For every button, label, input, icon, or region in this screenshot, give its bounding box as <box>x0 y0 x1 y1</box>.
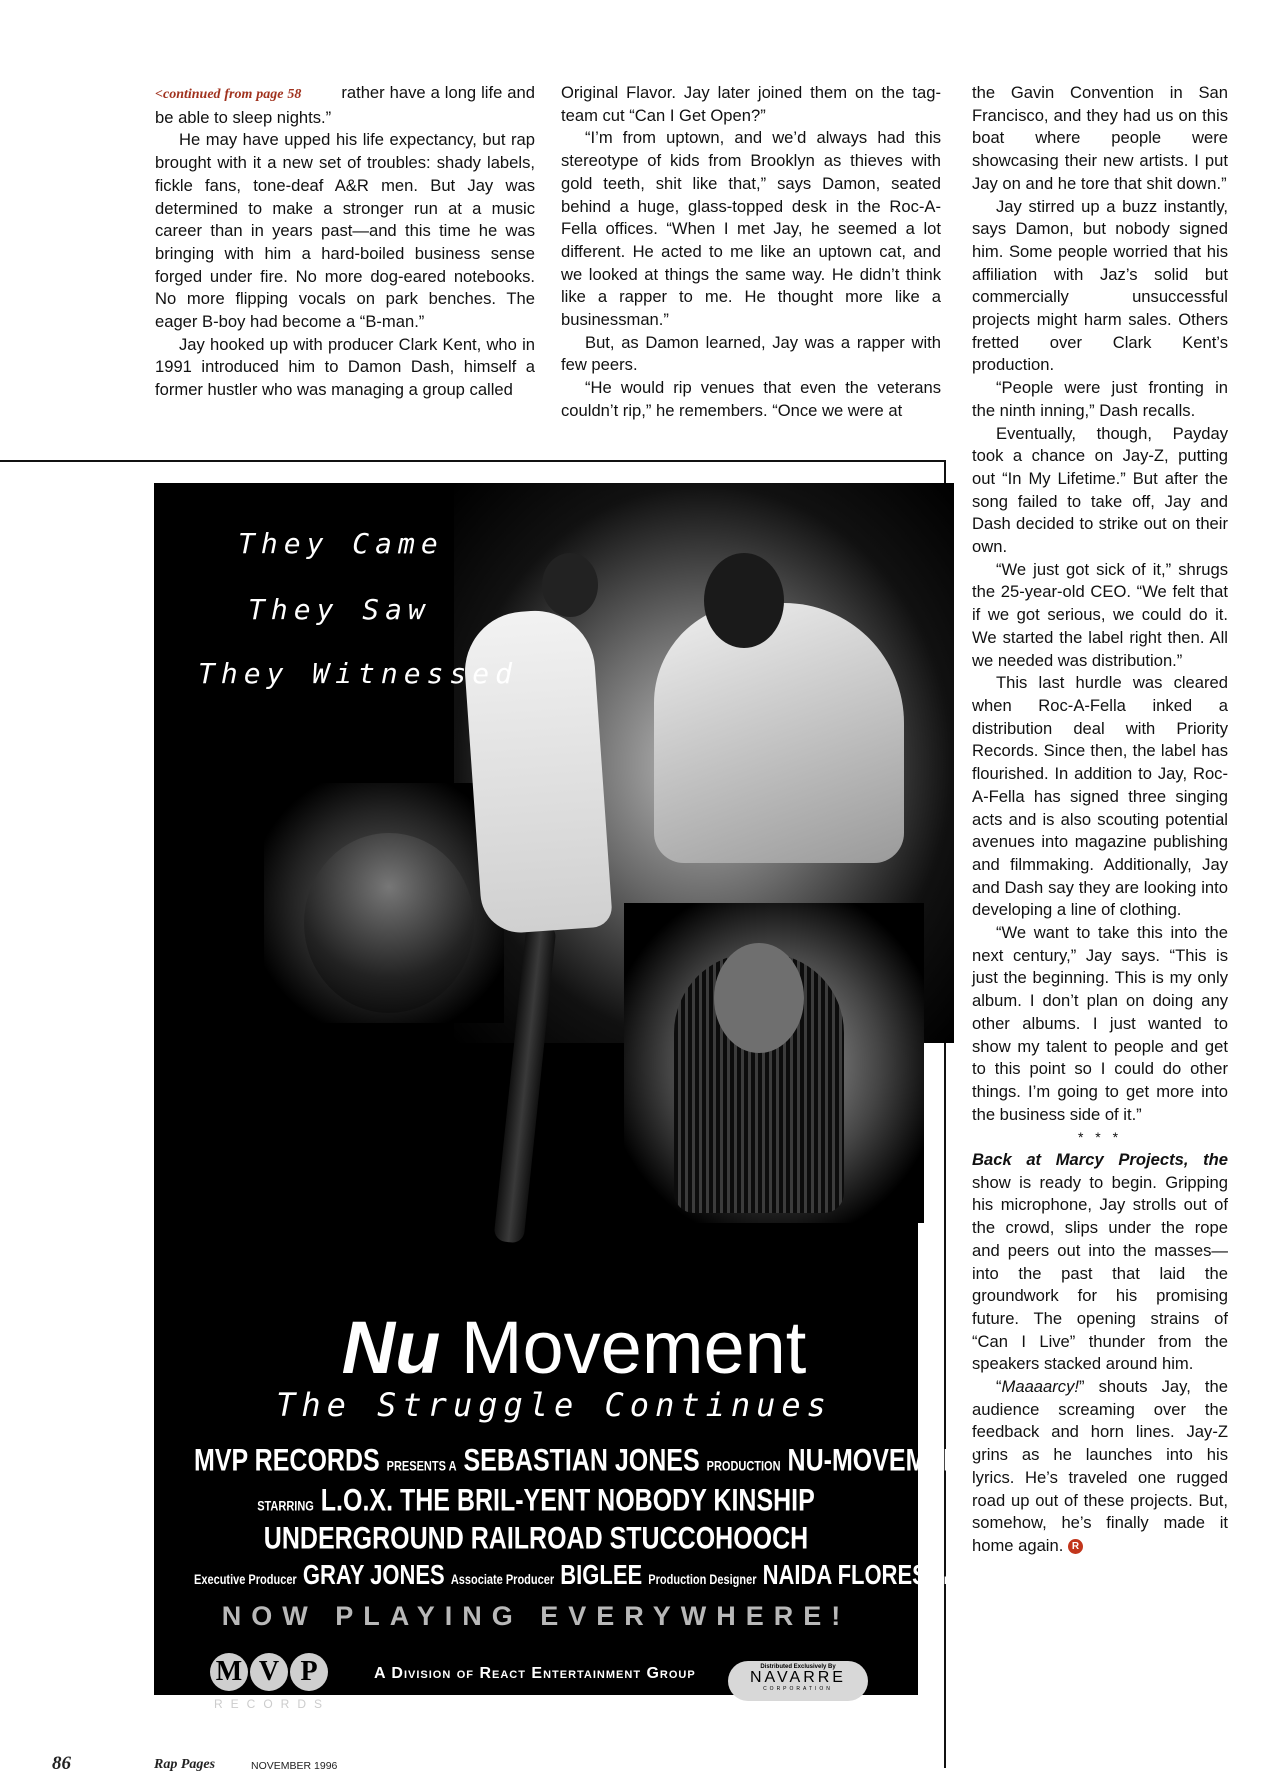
article-column-3 <box>972 82 1228 1558</box>
drummer-photo <box>304 833 474 1013</box>
end-mark-icon: R <box>1068 1539 1083 1554</box>
paragraph: the Gavin Convention in San Francisco, and they had us on this boat where people were showcasing their new artists. I put Jay on and he tore that shit down.” <box>972 83 1228 193</box>
paragraph: “We want to take this into the next century,” Jay says. “This is just the beginning. This is my only album. I don’t plan on doing any other albums. I just wanted to show my talent to people and get to this point so I could do other things. I’m going to get more into the business side of it.” <box>972 923 1228 1124</box>
dancer-head-photo <box>542 553 598 617</box>
closing-paragraph: Back at Marcy Projects, the show is ready to begin. Gripping his microphone, Jay strolls out of the crowd, slips under the rope and peers out into the masses—into the past that laid the groundwork for his promising future. The opening strains of “Can I Live” thunder from the speakers stacked around him. <box>972 1150 1228 1374</box>
paragraph: This last hurdle was cleared when Roc-A-Fella inked a distribution deal with Priority Records. Since then, the label has flourished. In addition to Jay, Roc-A-Fella has signed three singing acts and is also scouting potential avenues into magazine publishing and filmmaking. Additionally, Jay and Dash say they are looking into developing a line of clothing. <box>972 673 1228 920</box>
paragraph: “People were just fronting in the ninth inning,” Dash recalls. <box>972 378 1228 420</box>
now-playing-banner: NOW PLAYING EVERYWHERE! <box>221 1601 851 1631</box>
ad-tagline-2: They Saw <box>248 593 431 626</box>
continued-from-label: <continued from page 58 <box>155 87 302 102</box>
paragraph: Eventually, though, Payday took a chance on Jay-Z, putting out “In My Lifetime.” But after the song failed to take off, Jay and Dash decided to strike out on their own. <box>972 423 1228 557</box>
ad-tagline-3: They Witnessed <box>198 657 519 690</box>
ad-credits-line-4: Executive Producer GRAY JONES Associate Producer BIGLEE Production Designer NAIDA FLORES Directed By SEB DA' CELEB' <box>194 1559 1175 1591</box>
division-credit: A Division of React Entertainment Group <box>374 1665 696 1682</box>
ad-box-top-rule <box>0 460 946 462</box>
ad-credits-line-1: MVP RECORDS PRESENTS A SEBASTIAN JONES PRODUCTION NU-MOVEMENT <box>194 1443 977 1478</box>
paragraph: “He would rip venues that even the veterans couldn’t rip,” he remembers. “Once we were at <box>561 378 941 420</box>
section-break: * * * <box>1077 1129 1123 1146</box>
closing-lead-in: Back at Marcy Projects, the <box>972 1150 1228 1170</box>
magazine-name: Rap Pages <box>154 1757 216 1772</box>
page-number: 86 <box>52 1753 71 1774</box>
paragraph: But, as Damon learned, Jay was a rapper with few peers. <box>561 332 941 375</box>
paragraph: <continued from page 58 rather have a long life and be able to sleep nights.” <box>155 83 535 127</box>
paragraph: Jay hooked up with producer Clark Kent, who in 1991 introduced him to Damon Dash, himself a former hustler who was managing a group called <box>155 334 535 400</box>
paragraph: “We just got sick of it,” shrugs the 25-year-old CEO. “We felt that if we got serious, we could do it. We started the label right then. All we needed was distribution.” <box>972 559 1228 670</box>
paragraph: “I’m from uptown, and we’d always had this stereotype of kids from Brooklyn as thieves with gold teeth, shit like that,” says Damon, seated behind a huge, glass-topped desk in the Roc-A-Fella offices. “When I met Jay, he seemed a lot different. He acted to me like an uptown cat, and we looked at things the same way. He didn’t think like a rapper to me. He thought more like a businessman.” <box>561 128 941 330</box>
man-in-jacket-photo <box>654 603 904 863</box>
ad-credits-line-2: STARRING L.O.X. THE BRIL-YENT NOBODY KINSHIP <box>257 1483 815 1518</box>
closing-paragraph-2: “Maaaarcy!” shouts Jay, the audience screaming over the feedback and horn lines. Jay-Z grins as he launches into his lyrics. He’s traveled one rugged road up out of these projects. But, somehow, he’s finally made it home again. R <box>972 1377 1228 1555</box>
paragraph: Jay stirred up a buzz instantly, says Damon, but nobody signed him. Some people worried that his affiliation with Jaz’s solid but commercially unsuccessful projects might harm sales. Others fretted over Clark Kent’s production. <box>972 196 1228 375</box>
man-head-photo <box>704 553 784 648</box>
ad-subtitle: The Struggle Continues <box>276 1386 832 1424</box>
article-column-2 <box>561 82 941 423</box>
woman-face-photo <box>714 943 804 1053</box>
issue-date: NOVEMBER 1996 <box>251 1760 338 1772</box>
ad-title: Nu Movement <box>341 1306 807 1389</box>
navarre-logo: Distributed Exclusively By NAVARRE CORPORATION <box>728 1661 868 1701</box>
mvp-records-logo: M V P RECORDS <box>210 1653 350 1713</box>
ad-credits-line-3: UNDERGROUND RAILROAD STUCCOHOOCH <box>263 1521 809 1556</box>
paragraph: He may have upped his life expectancy, but rap brought with it a new set of troubles: shady labels, fickle fans, tone-deaf A&R men. But Jay was determined to make a stronger run at a music career than in years past—and this time he was bringing with him a hard-boiled business sense forged under fire. No more dog-eared notebooks. No more flipping vocals on park benches. The eager B-boy had become a “B-man.” <box>155 130 535 332</box>
ad-tagline-1: They Came <box>238 527 444 560</box>
paragraph: Original Flavor. Jay later joined them on the tag-team cut “Can I Get Open?” <box>561 83 941 125</box>
article-column-1 <box>155 82 535 402</box>
